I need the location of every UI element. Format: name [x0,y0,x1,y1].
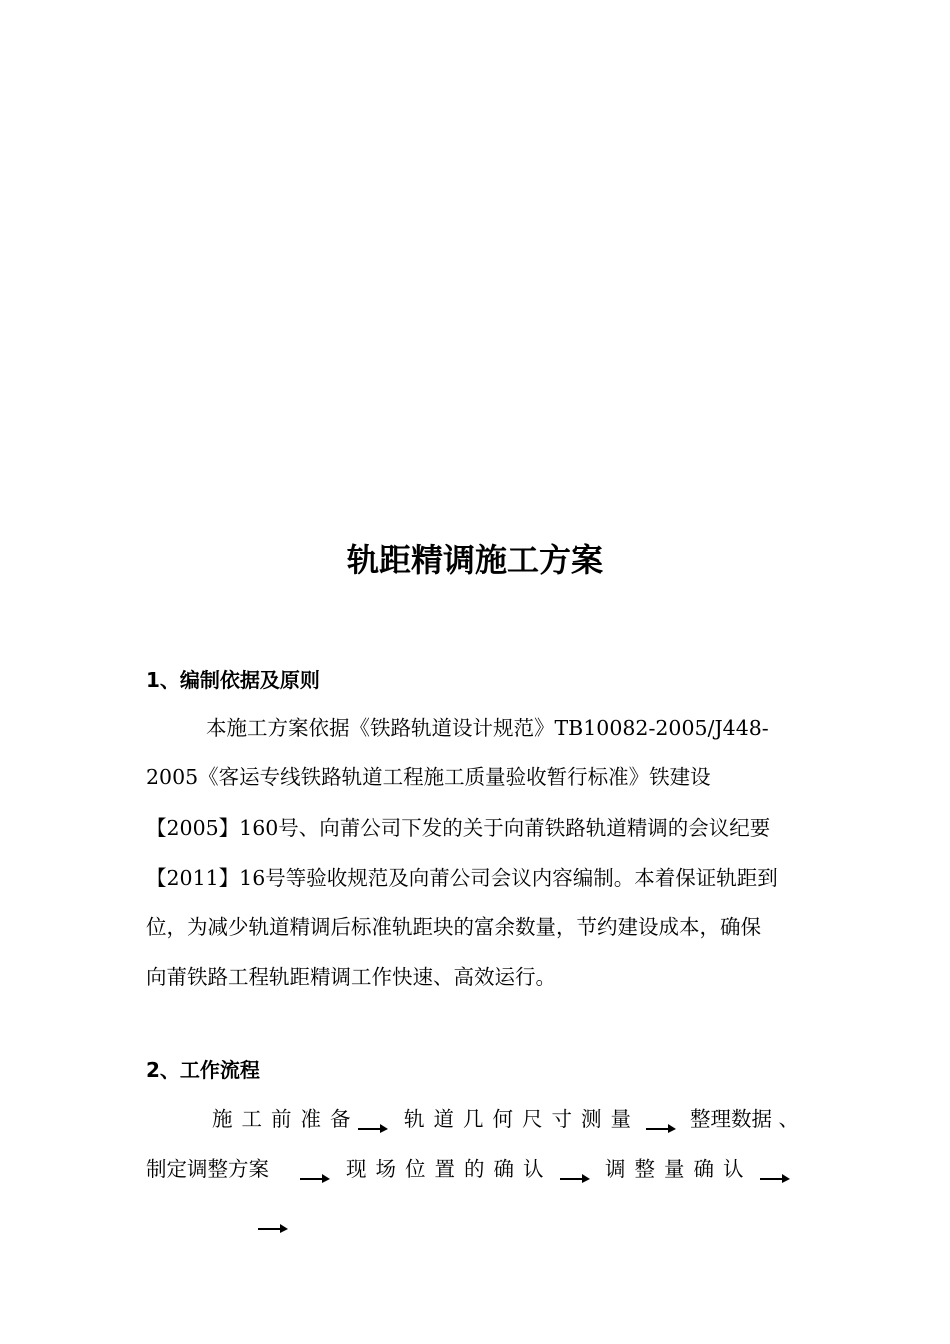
arrow-right-icon [358,1122,388,1134]
flow-step-adjust-plan: 制定调整方案 [146,1157,269,1181]
flow-step-site-confirm: 现场位置的确认 [346,1157,553,1181]
paragraph-line: 位，为减少轨道精调后标准轨距块的富余数量，节约建设成本，确保 [146,915,761,939]
arrow-right-icon [646,1122,676,1134]
section-heading-workflow: 2、工作流程 [146,1058,260,1082]
arrow-right-icon [760,1172,790,1184]
paragraph-line: 【2011】16号等验收规范及向莆公司会议内容编制。本着保证轨距到 [146,866,778,890]
flow-step-measurement: 轨道几何尺寸测量 [404,1107,640,1131]
arrow-right-icon [300,1172,330,1184]
paragraph-line: 向莆铁路工程轨距精调工作快速、高效运行。 [146,965,556,989]
document-title: 轨距精调施工方案 [346,541,603,579]
paragraph-line: 本施工方案依据《铁路轨道设计规范》TB10082-2005/J448- [206,716,769,740]
flow-step-organize-data: 整理数据 、 [690,1107,800,1131]
flow-step-preparation: 施工前准备 [212,1107,360,1131]
paragraph-line: 2005《客运专线铁路轨道工程施工质量验收暂行标准》铁建设 [146,765,711,789]
arrow-right-icon [258,1222,288,1234]
section-heading-basis: 1、编制依据及原则 [146,668,320,692]
paragraph-line: 【2005】160号、向莆公司下发的关于向莆铁路轨道精调的会议纪要 [146,816,771,840]
arrow-right-icon [560,1172,590,1184]
flow-step-adjust-confirm: 调整量确认 [605,1157,753,1181]
